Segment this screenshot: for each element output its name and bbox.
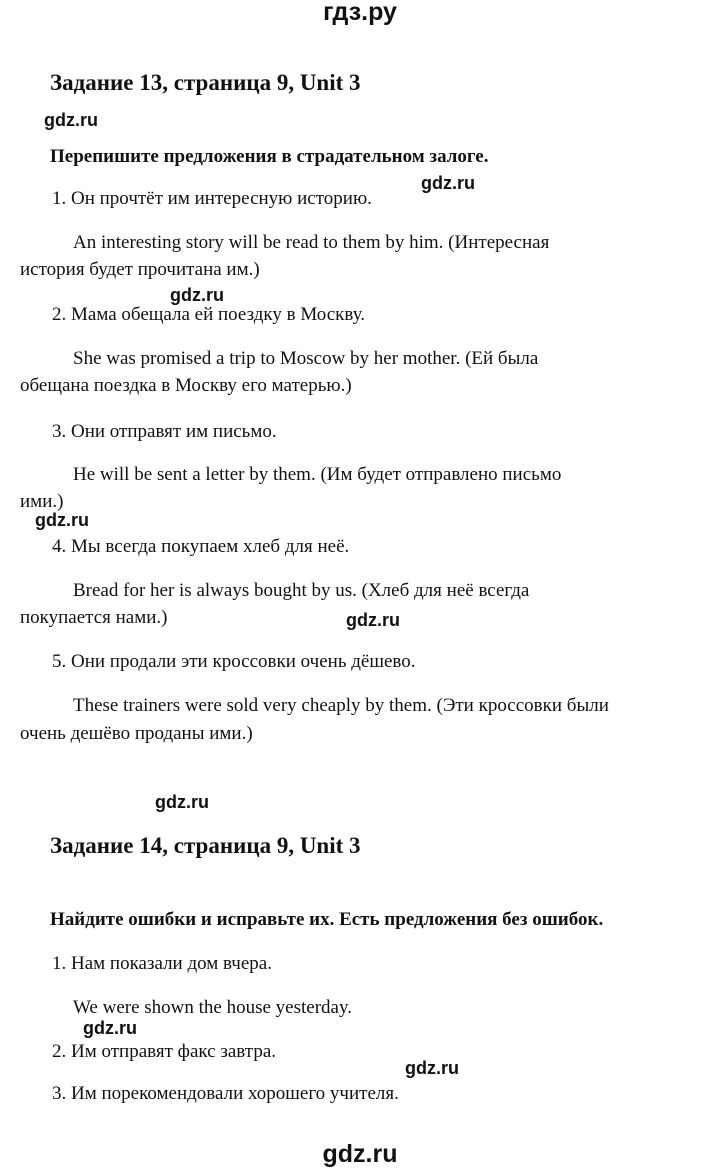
task13-a2-line1: She was promised a trip to Moscow by her mother. (Ей была	[73, 348, 539, 369]
task13-a4-line1: Bread for her is always bought by us. (Хлеб для неё всегда	[73, 580, 530, 601]
task14-q1: 1. Нам показали дом вчера.	[52, 953, 272, 974]
task14-q2: 2. Им отправят факс завтра.	[52, 1041, 277, 1062]
task13-a5-line2: очень дешёво проданы ими.)	[20, 723, 253, 744]
task13-q1: 1. Он прочтёт им интересную историю.	[52, 188, 372, 209]
task14-instruction: Найдите ошибки и исправьте их. Есть предложения без ошибок.	[50, 909, 604, 930]
task13-title: Задание 13, страница 9, Unit 3	[50, 70, 361, 95]
watermark: gdz.ru	[346, 610, 400, 630]
site-title: гдз.ру	[323, 0, 397, 26]
task14-a1: We were shown the house yesterday.	[73, 997, 352, 1018]
task13-a3-line1: He will be sent a letter by them. (Им будет отправлено письмо	[73, 464, 562, 485]
task13-q5: 5. Они продали эти кроссовки очень дёшево.	[52, 651, 416, 672]
task13-a3-line2: ими.)	[20, 491, 64, 512]
footer-watermark: gdz.ru	[322, 1140, 398, 1168]
task13-a1-line2: история будет прочитана им.)	[20, 259, 260, 280]
task13-q3: 3. Они отправят им письмо.	[52, 421, 277, 442]
task13-a1-line1: An interesting story will be read to them by him. (Интересная	[73, 232, 550, 253]
task13-a5-line1: These trainers were sold very cheaply by them. (Эти кроссовки были	[73, 695, 609, 716]
task13-q4: 4. Мы всегда покупаем хлеб для неё.	[52, 536, 350, 557]
task14-q3: 3. Им порекомендовали хорошего учителя.	[52, 1083, 399, 1104]
watermark: gdz.ru	[83, 1018, 137, 1038]
watermark: gdz.ru	[170, 285, 224, 305]
task13-a2-line2: обещана поездка в Москву его матерью.)	[20, 375, 352, 396]
watermark: gdz.ru	[44, 110, 98, 130]
task14-title: Задание 14, страница 9, Unit 3	[50, 833, 361, 858]
task13-q2: 2. Мама обещала ей поездку в Москву.	[52, 304, 366, 325]
watermark: gdz.ru	[35, 510, 89, 530]
task13-a4-line2: покупается нами.)	[20, 607, 168, 628]
watermark: gdz.ru	[421, 173, 475, 193]
watermark: gdz.ru	[155, 792, 209, 812]
watermark: gdz.ru	[405, 1058, 459, 1078]
task13-instruction: Перепишите предложения в страдательном залоге.	[50, 146, 489, 167]
